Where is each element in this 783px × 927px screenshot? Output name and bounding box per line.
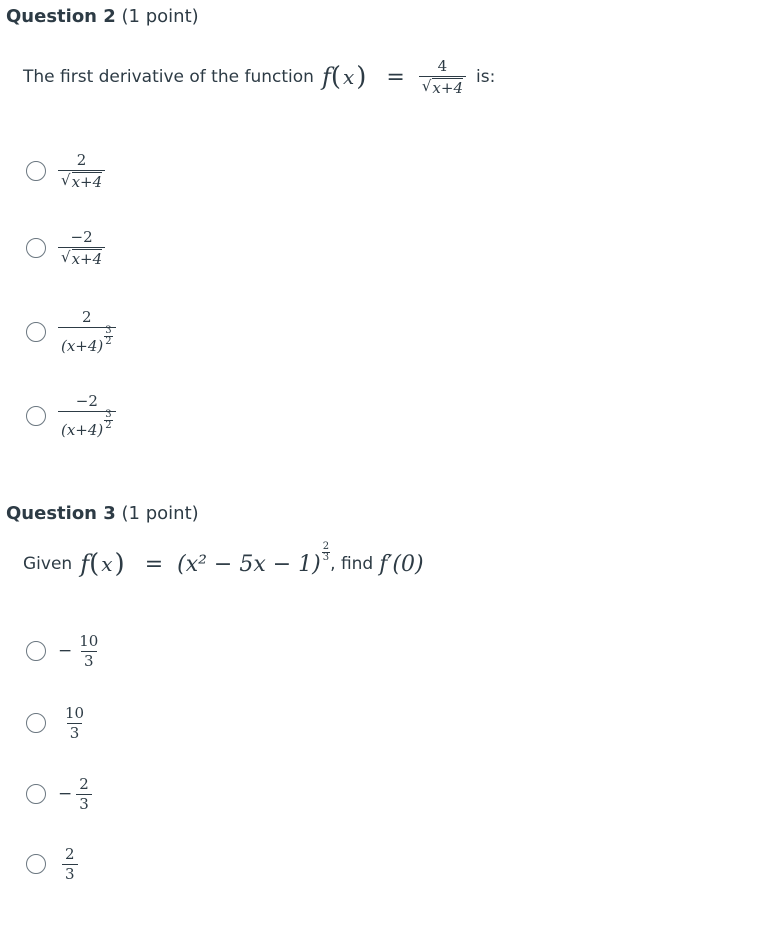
given-text: Given (23, 554, 73, 574)
sqrt-icon: √ (421, 76, 432, 95)
sqrt-icon: √ (61, 247, 71, 266)
q2-option-2[interactable] (26, 229, 105, 267)
paren-open: ( (330, 62, 341, 92)
radio-button[interactable] (26, 406, 46, 426)
prompt-suffix: is: (476, 67, 496, 87)
rhs-fraction (419, 58, 466, 96)
option-fraction: −2 √ x+4 (58, 229, 105, 267)
paren-close: ) (356, 62, 367, 92)
base-expression: (x² − 5x − 1) (177, 551, 321, 577)
q2-option-3[interactable] (26, 309, 116, 355)
prompt-text: The first derivative of the function (23, 67, 314, 87)
radio-button[interactable] (26, 713, 46, 733)
option-fraction: 2 (x+4) 3 2 (58, 309, 116, 355)
question-2-header (6, 6, 199, 27)
equals-sign: = (144, 551, 164, 577)
option-fraction: $\frac{10}{3}$ (65, 704, 85, 742)
derivative-expression: f′(0) (379, 551, 424, 577)
q3-option-3[interactable]: − $\frac{2}{3}$ (26, 776, 92, 812)
option-fraction: $\frac{10}{3}$ (79, 632, 99, 670)
function-var: x (101, 552, 113, 576)
question-3-title: Question 3 (6, 503, 116, 524)
sqrt-icon: √ (61, 170, 71, 189)
function-name: f (321, 63, 331, 91)
option-fraction: 2 √ x+4 (58, 152, 105, 190)
radio-button[interactable] (26, 322, 46, 342)
rhs-denominator: √ x+4 (419, 76, 466, 97)
equals-sign: = (386, 64, 405, 90)
option-fraction: −2 (x+4) 3 2 (58, 393, 116, 439)
function-name: f (80, 550, 90, 578)
option-fraction: $\frac{2}{3}$ (62, 846, 78, 882)
q2-option-4[interactable] (26, 393, 116, 439)
question-2-points: (1 point) (121, 6, 199, 27)
q2-option-1[interactable] (26, 152, 105, 190)
function-expression: f ( x ) = (x² − 5x − 1) 2 3 (80, 540, 330, 579)
function-expression (322, 58, 466, 96)
radio-button[interactable] (26, 854, 46, 874)
rhs-numerator: 4 (437, 57, 448, 75)
question-2-prompt (23, 58, 495, 96)
exponent-fraction: 2 3 (322, 540, 330, 563)
question-2-title: Question 2 (6, 6, 116, 27)
question-3-points: (1 point) (121, 503, 199, 524)
function-var: x (342, 65, 355, 89)
radio-button[interactable] (26, 161, 46, 181)
option-fraction: $\frac{2}{3}$ (76, 776, 92, 812)
question-3-prompt (23, 540, 424, 579)
question-3-header (6, 503, 199, 524)
q3-option-4[interactable] (26, 846, 78, 882)
radio-button[interactable] (26, 784, 46, 804)
find-text: , find (330, 554, 374, 574)
radio-button[interactable] (26, 641, 46, 661)
radio-button[interactable] (26, 238, 46, 258)
q3-option-2[interactable] (26, 705, 87, 741)
exponent-fraction: 3 2 (105, 324, 112, 347)
q3-option-1[interactable]: − $\frac{10}{3}$ (26, 633, 101, 669)
exponent-fraction: 3 2 (105, 408, 112, 431)
